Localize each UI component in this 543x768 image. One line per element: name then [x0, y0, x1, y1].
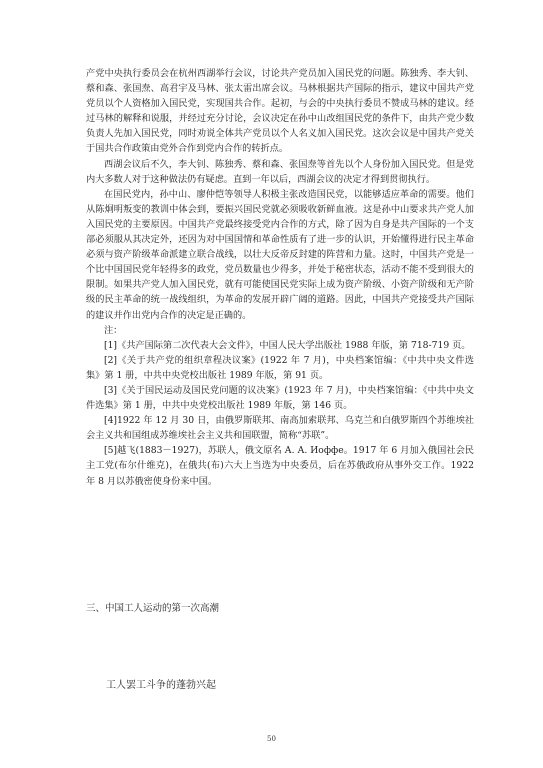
section-heading: 三、中国工人运动的第一次高潮 — [86, 603, 220, 614]
footnote-4: [4]1922 年 12 月 30 日，由俄罗斯联邦、南高加索联邦、乌克兰和白俄罗斯四个苏维埃社会主义共和国组成苏维埃社会主义共和国联盟，简称“苏联”。 — [86, 415, 474, 442]
notes-label: 注： — [104, 324, 123, 336]
footnote-5: [5]越飞(1883－1927)，苏联人，俄文原名 А. А. Иоффе。1917 年 6 月加入俄国社会民主工党(布尔什维克)，在俄共(布)六大上当选为中央委员，后在苏俄政府从事外交工作。1922 年 8 月以苏俄密使身份来中国。 — [86, 445, 474, 487]
footnote-1: [1]《共产国际第二次代表大会文件》，中国人民大学出版社 1988 年版，第 718-719 页。 — [104, 339, 471, 351]
page-number: 50 — [267, 735, 276, 743]
body-paragraph: 在国民党内，孙中山、廖仲恺等领导人积极主张改造国民党，以能够适应革命的需要。他们从陈炯明叛变的教训中体会到，要振兴国民党就必须吸收新鲜血液。这是孙中山要求共产党人加入国民党的主要原因。中国共产党最终接受党内合作的方式，除了因为自身是共产国际的一个支部必须服从其决定外，还因为对中国国情和革命性质有了进一步的认识，开始懂得进行民主革命必须与资产阶级革命派建立联合战线，以壮大反帝反封建的阵营和力量。这时，中国共产党是一个比中国国民党年轻得多的政党，党员数量也少得多，并处于秘密状态，活动不能不受到很大的限制。如果共产党人加入国民党，就有可能使国民党实际上成为资产阶级、小资产阶级和无产阶级的民主革命的统一战线组织，为革命的发展开辟广阔的道路。因此，中国共产党接受共产国际的建议并作出党内合作的决定是正确的。 — [86, 188, 474, 321]
body-paragraph: 产党中央执行委员会在杭州西湖举行会议，讨论共产党员加入国民党的问题。陈独秀、李大钊、蔡和森、张国焘、高君宇及马林、张太雷出席会议。马林根据共产国际的指示，建议中国共产党党员以个人资格加入国民党，实现国共合作。起初，与会的中央执行委员不赞成马林的建议。经过马林的解释和说服，并经过充分讨论，会议决定在孙中山改组国民党的条件下，由共产党少数负责人先加入国民党，同时劝说全体共产党员以个人名义加入国民党。这次会议是中国共产党关于国共合作政策由党外合作到党内合作的转折点。 — [86, 68, 474, 155]
footnote-2: [2]《关于共产党的组织章程决议案》(1922 年 7 月)，中央档案馆编：《中共中央文件选集》第 1 册，中共中央党校出版社 1989 年版，第 91 页。 — [86, 354, 474, 381]
page-body — [86, 66, 474, 489]
body-paragraph: 西湖会议后不久，李大钊、陈独秀、蔡和森、张国焘等首先以个人身份加入国民党。但是党内大多数人对于这种做法仍有疑虑。直到一年以后，西湖会议的决定才得到贯彻执行。 — [86, 158, 474, 185]
footnote-3: [3]《关于国民运动及国民党问题的议决案》(1923 年 7 月)，中央档案馆编：《中共中央文件选集》第 1 册，中共中央党校出版社 1989 年版，第 146 页。 — [86, 384, 474, 412]
subsection-heading: 工人罢工斗争的蓬勃兴起 — [106, 680, 216, 691]
